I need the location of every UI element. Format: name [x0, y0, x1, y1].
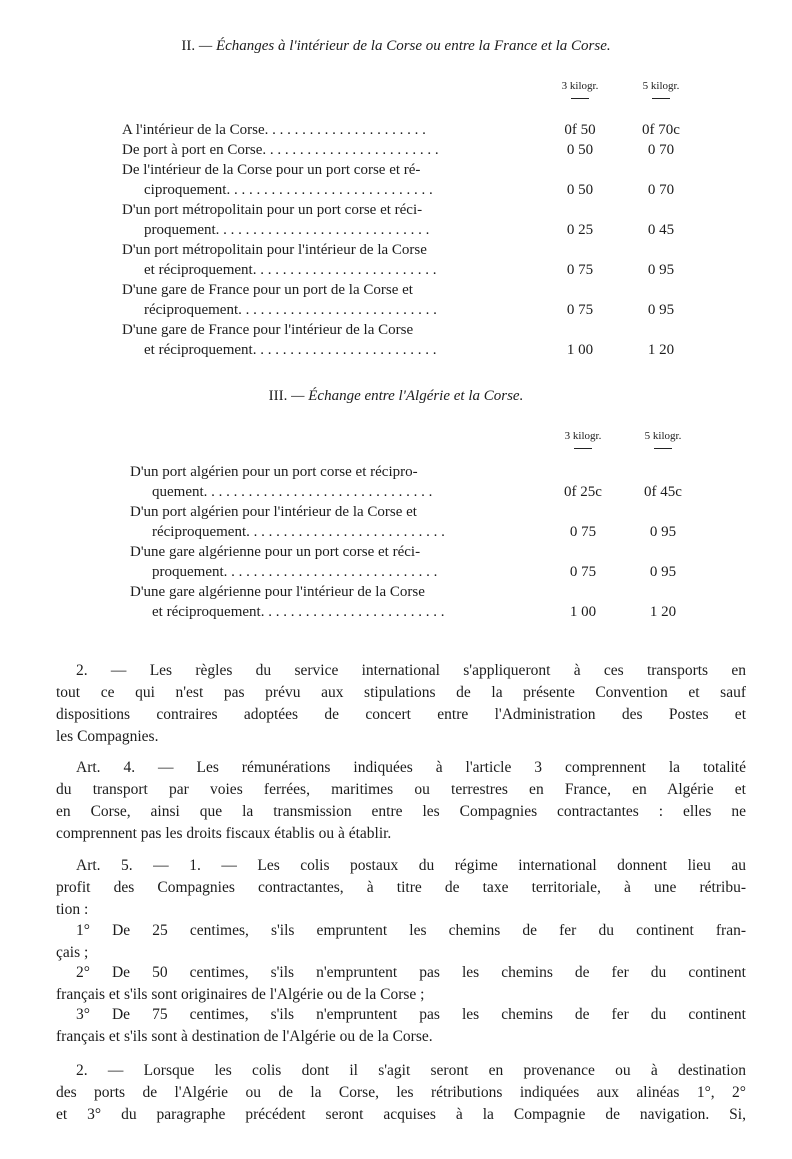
tariff-value-5kg: 1 20	[647, 342, 675, 358]
tariff-row-line	[122, 140, 742, 160]
tariff-value-5kg: 0 95	[649, 564, 677, 580]
tariff-description: A l'intérieur de la Corse. . . . . . . . . . . . . . . . . . . . . .	[122, 122, 426, 138]
paragraph	[56, 1060, 746, 1126]
paragraph-line: 2. — Les règles du service international s'appliqueront à ces transports en	[76, 662, 746, 679]
tariff-row-line	[130, 502, 750, 522]
paragraph-line: çais ;	[56, 944, 89, 961]
paragraph-line: tout ce qui n'est pas prévu aux stipulations de la présente Convention et sauf	[56, 684, 746, 701]
section-ii-title: — Échanges à l'intérieur de la Corse ou entre la France et la Corse.	[198, 38, 611, 54]
section-ii-numeral: II.	[181, 38, 196, 54]
paragraph-line: des ports de l'Algérie ou de la Corse, les rétributions indiquées aux alinéas 1°, 2°	[56, 1084, 746, 1101]
tariff-description: D'une gare algérienne pour l'intérieur de la Corse	[130, 584, 425, 600]
paragraph-line: 1° De 25 centimes, s'ils empruntent les chemins de fer du continent fran-	[76, 922, 746, 939]
tariff-description: De port à port en Corse. . . . . . . . . . . . . . . . . . . . . . . .	[122, 142, 439, 158]
paragraph-line: dispositions contraires adoptées de concert entre l'Administration des Postes et	[56, 706, 746, 723]
tariff-value-3kg: 0 25	[566, 222, 594, 238]
tariff-description: D'une gare de France pour un port de la Corse et	[122, 282, 413, 298]
tariff-row-line	[122, 180, 742, 200]
tariff-row-line	[122, 160, 742, 180]
paragraph-line: français et s'ils sont à destination de l'Algérie ou de la Corse.	[56, 1028, 433, 1045]
tariff-description: réciproquement. . . . . . . . . . . . . . . . . . . . . . . . . . .	[152, 524, 445, 540]
paragraph-line: profit des Compagnies contractantes, à titre de taxe territoriale, à une rétribu-	[56, 879, 746, 896]
paragraph-line: 2. — Lorsque les colis dont il s'agit seront en provenance ou à destination	[76, 1062, 746, 1079]
tariff-value-5kg: 0 95	[647, 302, 675, 318]
tariff-value-5kg: 0 70	[647, 182, 675, 198]
paragraph	[56, 660, 746, 748]
section-ii-heading	[0, 38, 792, 55]
tariff-description: et réciproquement. . . . . . . . . . . . . . . . . . . . . . . . .	[144, 262, 437, 278]
tariff-description: D'une gare algérienne pour un port corse et réci-	[130, 544, 421, 560]
tariff-description: proquement. . . . . . . . . . . . . . . . . . . . . . . . . . . . .	[152, 564, 438, 580]
tariff-description: réciproquement. . . . . . . . . . . . . . . . . . . . . . . . . . .	[144, 302, 437, 318]
section-ii-table	[122, 120, 742, 360]
tariff-value-5kg: 0 70	[647, 142, 675, 158]
section-iii-table	[130, 462, 750, 622]
tariff-description: D'un port métropolitain pour un port corse et réci-	[122, 202, 423, 218]
tariff-row-line	[122, 320, 742, 340]
tariff-row-line	[130, 542, 750, 562]
tariff-description: De l'intérieur de la Corse pour un port corse et ré-	[122, 162, 421, 178]
tariff-value-5kg: 0f 45c	[644, 484, 682, 500]
tariff-value-5kg: 0 45	[647, 222, 675, 238]
tariff-value-3kg: 0 75	[569, 564, 597, 580]
tariff-row-line	[122, 260, 742, 280]
tariff-value-3kg: 0f 25c	[564, 484, 602, 500]
tariff-row-line	[130, 582, 750, 602]
paragraph-line: en Corse, ainsi que la transmission entre les Compagnies contractantes : elles ne	[56, 803, 746, 820]
paragraph-line: et 3° du paragraphe précédent seront acquises à la Compagnie de navigation. Si,	[56, 1106, 746, 1123]
paragraph-line: 2° De 50 centimes, s'ils n'empruntent pas les chemins de fer du continent	[76, 964, 746, 981]
tariff-description: quement. . . . . . . . . . . . . . . . . . . . . . . . . . . . . . .	[152, 484, 433, 500]
tariff-value-3kg: 0 75	[569, 524, 597, 540]
section-ii-col-3kg: 3 kilogr.	[545, 80, 615, 99]
paragraph-line: français et s'ils sont originaires de l'Algérie ou de la Corse ;	[56, 986, 425, 1003]
tariff-value-3kg: 0 50	[566, 142, 594, 158]
paragraph-line: comprennent pas les droits fiscaux établis ou à établir.	[56, 825, 392, 842]
paragraph	[56, 757, 746, 845]
tariff-description: ciproquement. . . . . . . . . . . . . . . . . . . . . . . . . . . .	[144, 182, 433, 198]
tariff-row-line	[122, 280, 742, 300]
paragraph-line: du transport par voies ferrées, maritimes ou terrestres en France, en Algérie et	[56, 781, 746, 798]
paragraph-line: 3° De 75 centimes, s'ils n'empruntent pas les chemins de fer du continent	[76, 1006, 746, 1023]
tariff-row-line	[130, 462, 750, 482]
tariff-value-5kg: 0f 70c	[642, 122, 680, 138]
tariff-row-line	[130, 482, 750, 502]
paragraph-line: tion :	[56, 901, 89, 918]
tariff-description: D'un port métropolitain pour l'intérieur de la Corse	[122, 242, 427, 258]
tariff-value-3kg: 1 00	[569, 604, 597, 620]
paragraph	[56, 1004, 746, 1048]
tariff-description: et réciproquement. . . . . . . . . . . . . . . . . . . . . . . . .	[152, 604, 445, 620]
tariff-row-line	[130, 602, 750, 622]
paragraph	[56, 855, 746, 921]
section-iii-title: — Échange entre l'Algérie et la Corse.	[291, 388, 524, 404]
tariff-value-3kg: 0f 50	[564, 122, 596, 138]
section-ii-col-5kg: 5 kilogr.	[626, 80, 696, 99]
tariff-value-3kg: 0 50	[566, 182, 594, 198]
paragraph-line: les Compagnies.	[56, 728, 159, 745]
tariff-value-3kg: 0 75	[566, 302, 594, 318]
section-iii-heading	[0, 388, 792, 405]
tariff-row-line	[122, 200, 742, 220]
tariff-row-line	[130, 562, 750, 582]
tariff-description: D'une gare de France pour l'intérieur de la Corse	[122, 322, 414, 338]
tariff-description: et réciproquement. . . . . . . . . . . . . . . . . . . . . . . . .	[144, 342, 437, 358]
paragraph-line: Art. 4. — Les rémunérations indiquées à l'article 3 comprennent la totalité	[76, 759, 746, 776]
tariff-row-line	[122, 120, 742, 140]
section-iii-col-5kg: 5 kilogr.	[628, 430, 698, 449]
tariff-value-3kg: 1 00	[566, 342, 594, 358]
section-iii-col-3kg: 3 kilogr.	[548, 430, 618, 449]
tariff-row-line	[122, 220, 742, 240]
tariff-row-line	[122, 300, 742, 320]
paragraph	[56, 962, 746, 1006]
tariff-value-3kg: 0 75	[566, 262, 594, 278]
tariff-row-line	[130, 522, 750, 542]
section-iii-numeral: III.	[268, 388, 288, 404]
paragraph-line: Art. 5. — 1. — Les colis postaux du régime international donnent lieu au	[76, 857, 746, 874]
tariff-row-line	[122, 340, 742, 360]
tariff-row-line	[122, 240, 742, 260]
tariff-description: D'un port algérien pour un port corse et récipro-	[130, 464, 418, 480]
tariff-description: proquement. . . . . . . . . . . . . . . . . . . . . . . . . . . . .	[144, 222, 430, 238]
tariff-value-5kg: 1 20	[649, 604, 677, 620]
tariff-value-5kg: 0 95	[649, 524, 677, 540]
tariff-description: D'un port algérien pour l'intérieur de la Corse et	[130, 504, 417, 520]
tariff-value-5kg: 0 95	[647, 262, 675, 278]
paragraph	[56, 920, 746, 964]
